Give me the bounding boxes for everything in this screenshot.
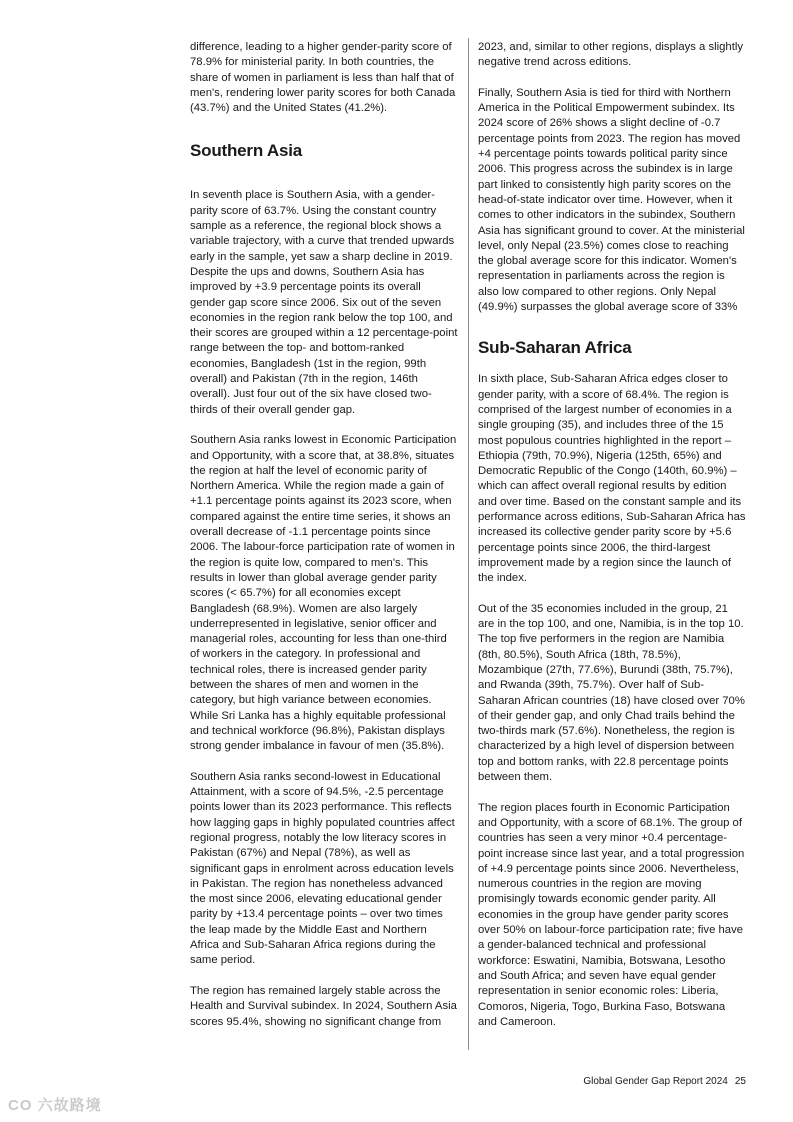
page-footer xyxy=(583,1076,746,1087)
paragraph: Out of the 35 economies included in the group, 21 are in the top 100, and one, Namibia, is in the top 10. The top five performers in the region are Namibia (8th, 80.5%), South Africa (18th, 78.5%), Mozambique (27th, 77.6%), Burundi (38th, 75.7%), and Rwanda (39th, 75.7%). Over half of Sub-Saharan African countries (18) have closed over 70% of their gender gap, and only Chad trails behind the two-thirds mark (57.6%). Nonetheless, the region is characterized by a high level of dispersion between top and bottom ranks, with 22.8 percentage points between them. xyxy=(478,602,745,784)
page-number: 25 xyxy=(734,1076,746,1087)
paragraph: difference, leading to a higher gender-parity score of 78.9% for ministerial parity. In both countries, the share of women in parliament is less than half that of men's, rendering lower parity scores for both Canada (43.7%) and the United States (41.2%). xyxy=(190,41,456,115)
paragraph: Southern Asia ranks lowest in Economic Participation and Opportunity, with a score that, at 38.8%, situates the region at half the level of economic parity of Northern America. While the region made a gain of +1.1 percentage points against its 2023 score, when compared against the entire time series, it shows an overall decrease of -1.1 percentage points since 2006. The labour-force participation rate of women in the region is quite low, compared to men's. This results in lower than global average gender parity scores (< 65.7%) for all economies except Bangladesh (68.9%). Women are also largely underrepresented in legislative, senior officer and managerial roles, accounting for less than one-third of workers in the category. In professional and technical roles, there is increased gender parity between the shares of men and women in the category, but high variance between economies. While Sri Lanka has a highly equitable professional and technical workforce (96.8%), Pakistan displays strong gender imbalance in favour of men (35.8%). xyxy=(190,434,457,753)
paragraph: In sixth place, Sub-Saharan Africa edges closer to gender parity, with a score of 68.4%. The region is comprised of the largest number of economies in a single grouping (35), and includes three of the 15 most populous countries highlighted in the report – Ethiopia (79th, 70.9%), Nigeria (125th, 65%) and Democratic Republic of the Congo (140th, 60.9%) – which can affect overall regional results by edition and over time. Based on the constant sample and its performance across editions, Sub-Saharan Africa has increased its collective gender parity score by +5.6 percentage points since 2006, the third-largest improvement made by a region since the launch of the index. xyxy=(478,373,746,585)
report-title: Global Gender Gap Report 2024 xyxy=(583,1076,728,1087)
paragraph: The region has remained largely stable across the Health and Survival subindex. In 2024, Southern Asia scores 95.4%, showing no significant change from xyxy=(190,984,457,1028)
paragraph: The region places fourth in Economic Participation and Opportunity, with a score of 68.1%. The group of countries has seen a very minor +0.4 percentage-point increase since last year, and a total progression of +4.9 percentage points since 2006. Nevertheless, numerous countries in the region are moving promisingly towards economic gender parity. All economies in the group have gender parity scores over 50% on labour-force participation rate; five have a gender-balanced technical and professional workforce: Eswatini, Namibia, Botswana, Lesotho and South Africa; and seven have equal gender representation in senior economic roles: Liberia, Comoros, Nigeria, Togo, Burkina Faso, Botswana and Cameroon. xyxy=(478,801,745,1028)
paragraph: Southern Asia ranks second-lowest in Educational Attainment, with a score of 94.5%, -2.5 percentage points lower than its 2023 performance. This reflects how lagging gaps in highly populated countries affect regional progress, notably the low literacy scores in Pakistan (67%) and Nepal (78%), as well as significant gaps in enrolment across education levels in Pakistan. The region has nonetheless advanced the most since 2006, elevating educational gender parity by +13.4 percentage points – over two times the leap made by the Middle East and Northern Africa and Sub-Saharan Africa regions during the same period. xyxy=(190,770,455,967)
paragraph: Finally, Southern Asia is tied for third with Northern America in the Political Empowerment subindex. Its 2024 score of 26% shows a slight decline of -0.7 percentage points from 2023. The region has moved +4 percentage points towards political parity since 2006. This progress across the subindex is in large part linked to consistently high parity scores on the head-of-state indicator over time. However, when it comes to other indicators in the subindex, Southern Asia has significant ground to cover. At the ministerial level, only Nepal (23.5%) comes close to reaching the global average score for this indicator. Women's representation in parliaments across the region is also low compared to other regions. Only Nepal (49.9%) surpasses the global average score of 33% xyxy=(478,86,745,314)
watermark: CO 六故路境 xyxy=(8,1097,102,1114)
left-column xyxy=(190,40,458,1045)
column-divider xyxy=(468,38,469,1050)
section-heading-southern-asia: Southern Asia xyxy=(190,141,303,161)
paragraph: 2023, and, similar to other regions, displays a slightly negative trend across editions. xyxy=(478,41,743,69)
section-heading-sub-saharan-africa: Sub-Saharan Africa xyxy=(478,338,632,358)
right-column xyxy=(478,40,746,1045)
paragraph: In seventh place is Southern Asia, with a gender-parity score of 63.7%. Using the constant country sample as a reference, the regional block shows a variable trajectory, with a curve that trended upwards early in the sample, yet saw a sharp decline in 2019. Despite the ups and downs, Southern Asia has improved by +3.9 percentage points its overall gender gap score since 2006. Six out of the seven economies in the region rank below the top 100, and their scores are grouped within a 12 percentage-point range between the top- and bottom-ranked economies, Bangladesh (1st in the region, 99th overall) and Pakistan (7th in the region, 146th overall). Just four out of the six have closed two-thirds of their overall gender gap. xyxy=(190,189,458,416)
